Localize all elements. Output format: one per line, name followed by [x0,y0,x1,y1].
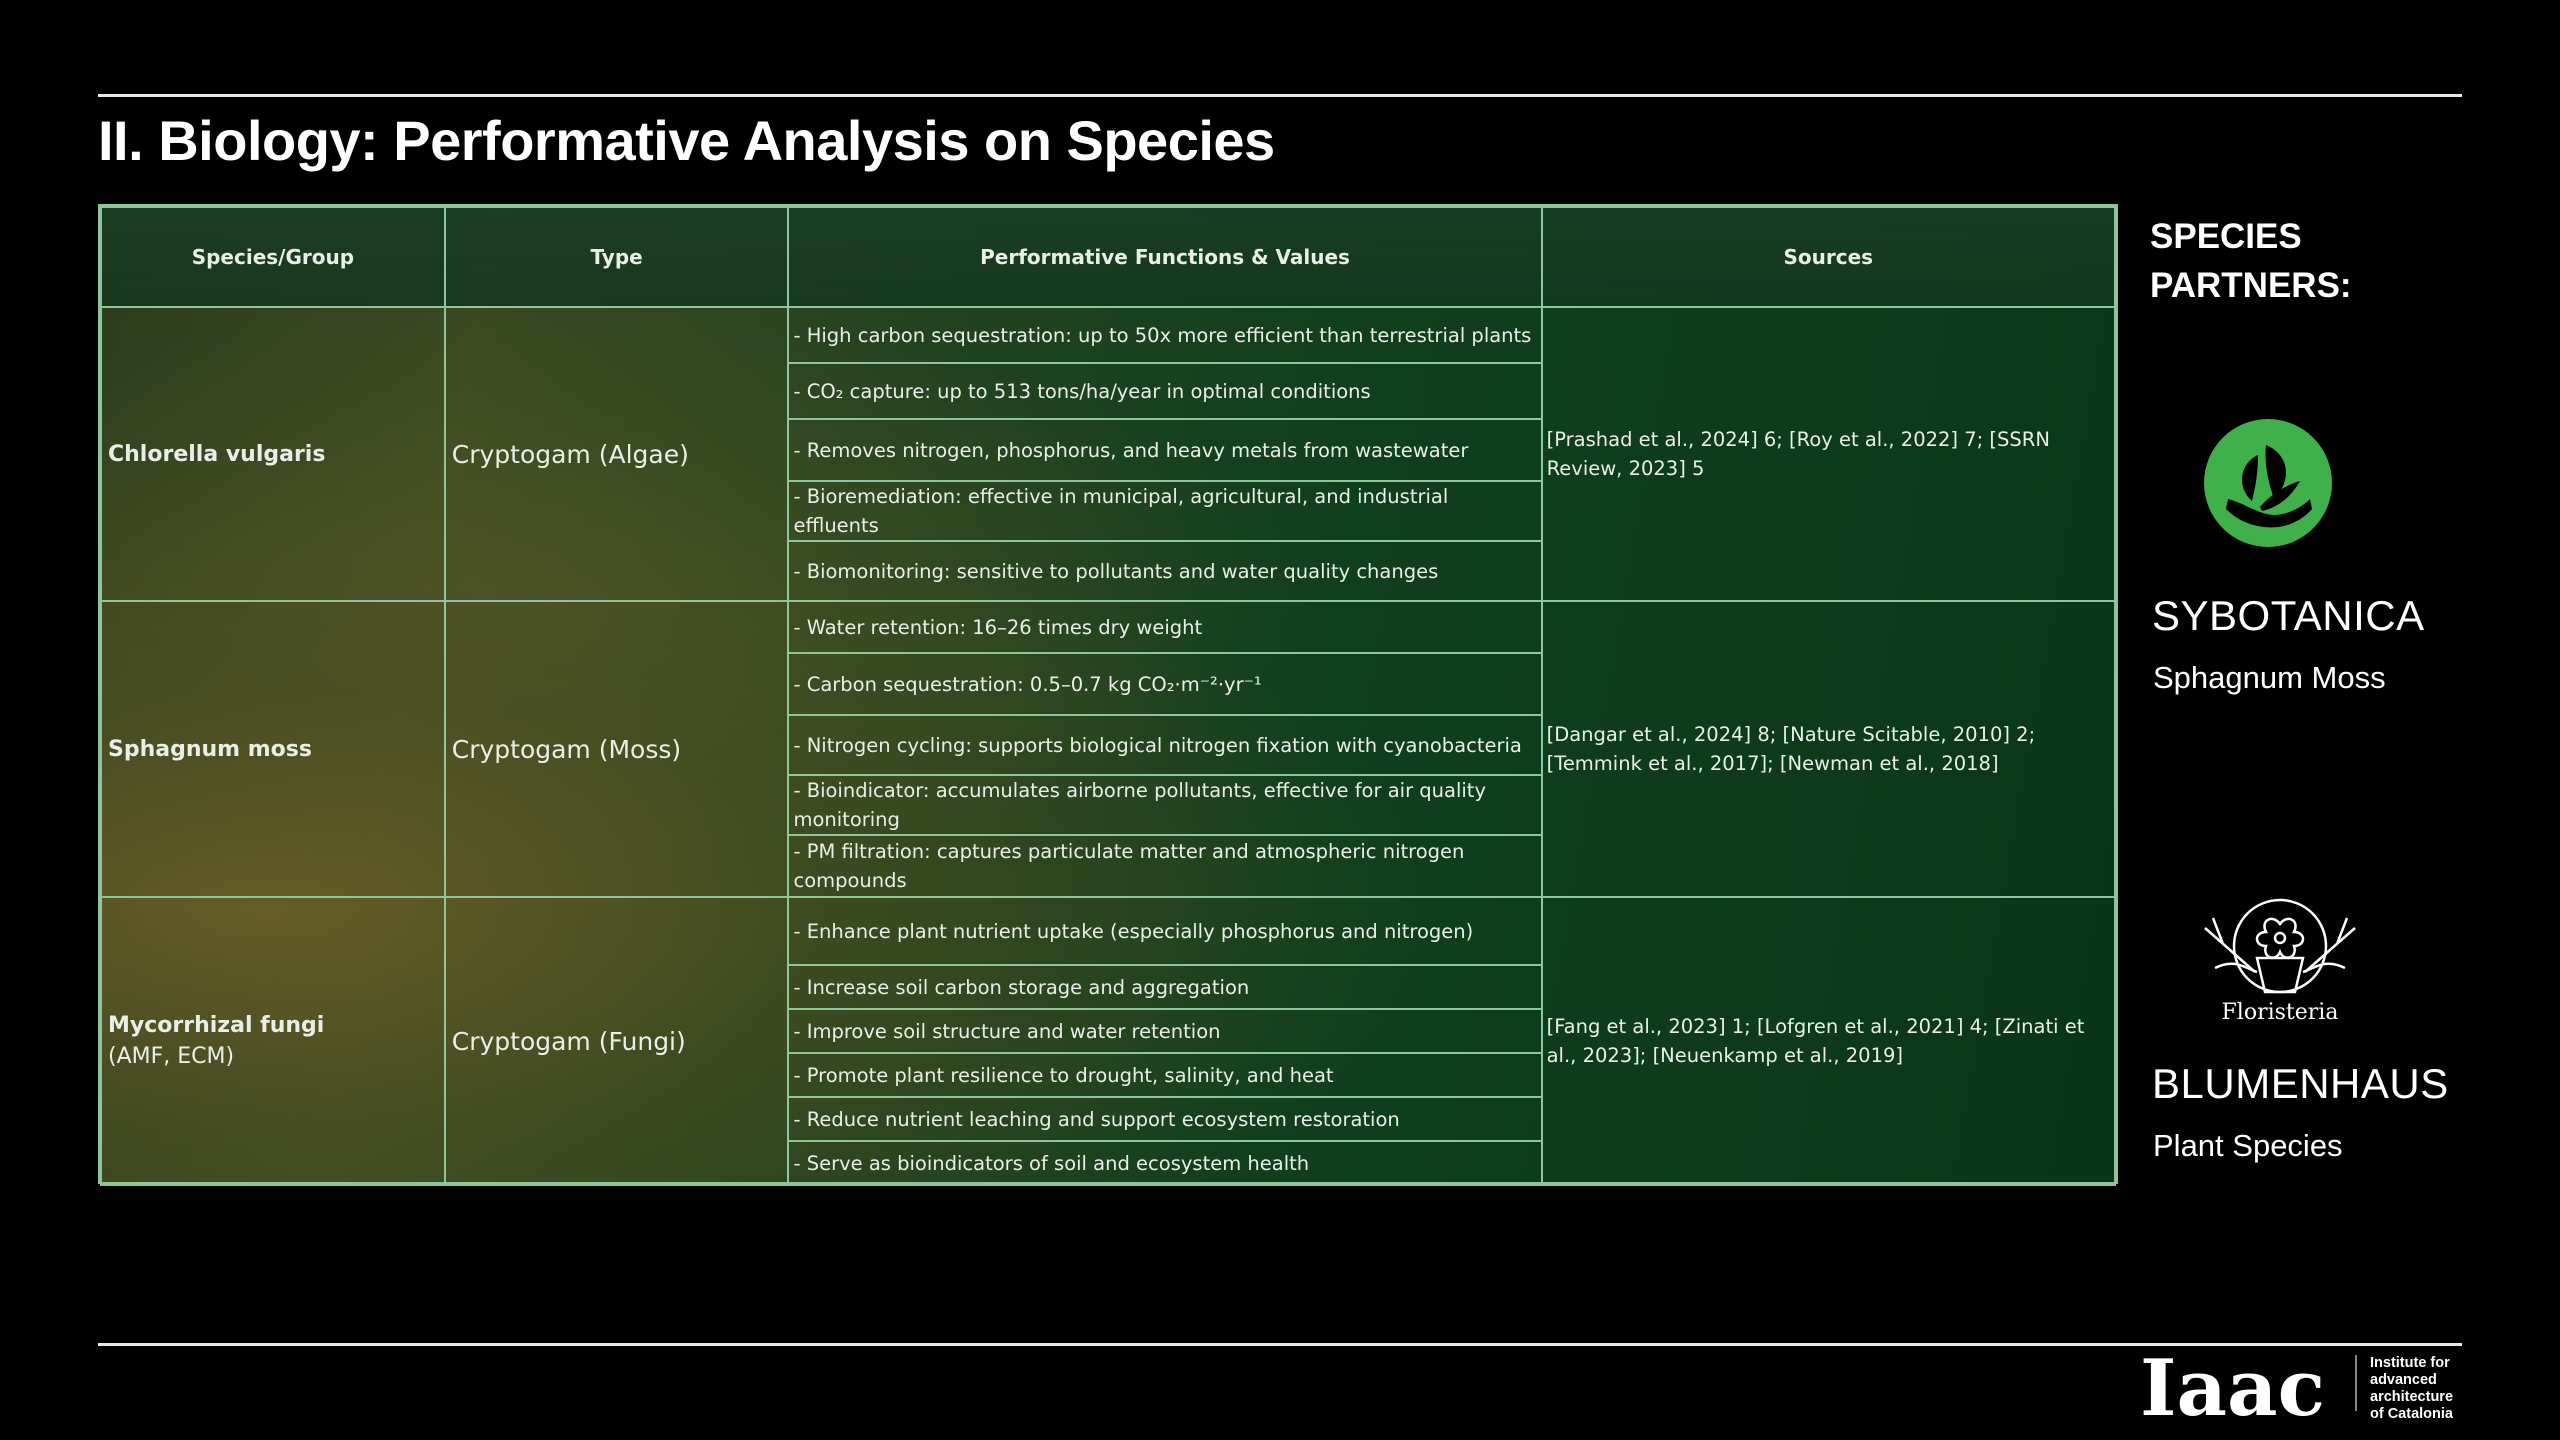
table-row [101,897,2115,965]
header-type: Type [445,207,789,307]
top-divider [98,94,2462,97]
function-item: - PM filtration: captures particulate matter and atmospheric nitrogen compounds [788,835,1541,897]
function-item: - Promote plant resilience to drought, salinity, and heat [788,1053,1541,1097]
header-sources: Sources [1542,207,2115,307]
type-cell: Cryptogam (Moss) [445,601,789,897]
table-header-row [101,207,2115,307]
table-row [101,307,2115,363]
sources-cell: [Fang et al., 2023] 1; [Lofgren et al., 2021] 4; [Zinati et al., 2023]; [Neuenkamp et al., 2019] [1542,897,2115,1185]
leaf-hand-icon [2200,415,2336,551]
species-name: Sphagnum moss [108,736,312,762]
function-item: - CO₂ capture: up to 513 tons/ha/year in optimal conditions [788,363,1541,419]
iaac-logo [2140,1345,2350,1425]
function-item: - Increase soil carbon storage and aggregation [788,965,1541,1009]
partner-name: BLUMENHAUS [2152,1060,2449,1107]
footer-logo-divider [2355,1355,2357,1411]
species-cell [101,601,445,897]
species-cell [101,307,445,601]
header-species: Species/Group [101,207,445,307]
function-item: - Water retention: 16–26 times dry weight [788,601,1541,653]
function-item: - Removes nitrogen, phosphorus, and heavy metals from wastewater [788,419,1541,481]
page-title: II. Biology: Performative Analysis on Species [98,109,1275,172]
institution-name: Institute for advanced architecture of Catalonia [2370,1355,2454,1422]
type-cell: Cryptogam (Algae) [445,307,789,601]
type-cell: Cryptogam (Fungi) [445,897,789,1185]
function-item: - Nitrogen cycling: supports biological nitrogen fixation with cyanobacteria [788,715,1541,775]
partner-subtitle: Sphagnum Moss [2153,660,2386,695]
function-item: - High carbon sequestration: up to 50x more efficient than terrestrial plants [788,307,1541,363]
species-name: Mycorrhizal fungi [108,1013,325,1038]
floristeria-logo-text: Floristeria [2221,1000,2339,1025]
partner-name: SYBOTANICA [2152,592,2425,639]
iaac-logo-text: Iaac [2140,1345,2326,1425]
species-table [98,204,2118,1184]
bottom-divider [98,1343,2462,1346]
species-cell [101,897,445,1185]
species-subtitle: (AMF, ECM) [108,1044,235,1069]
header-functions: Performative Functions & Values [788,207,1541,307]
sources-cell: [Prashad et al., 2024] 6; [Roy et al., 2022] 7; [SSRN Review, 2023] 5 [1542,307,2115,601]
function-item: - Enhance plant nutrient uptake (especially phosphorus and nitrogen) [788,897,1541,965]
function-item: - Reduce nutrient leaching and support ecosystem restoration [788,1097,1541,1141]
table-row [101,601,2115,653]
function-item: - Bioindicator: accumulates airborne pollutants, effective for air quality monitoring [788,775,1541,835]
function-item: - Carbon sequestration: 0.5–0.7 kg CO₂·m⁻²·yr⁻¹ [788,653,1541,715]
partner-subtitle: Plant Species [2153,1128,2343,1163]
function-item: - Bioremediation: effective in municipal, agricultural, and industrial effluents [788,481,1541,541]
function-item: - Improve soil structure and water retention [788,1009,1541,1053]
sources-cell: [Dangar et al., 2024] 8; [Nature Scitable, 2010] 2; [Temmink et al., 2017]; [Newman et al., 2018] [1542,601,2115,897]
function-item: - Biomonitoring: sensitive to pollutants and water quality changes [788,541,1541,601]
partners-heading: SPECIES PARTNERS: [2150,217,2352,305]
function-item: - Serve as bioindicators of soil and ecosystem health [788,1141,1541,1185]
species-name: Chlorella vulgaris [108,441,326,467]
